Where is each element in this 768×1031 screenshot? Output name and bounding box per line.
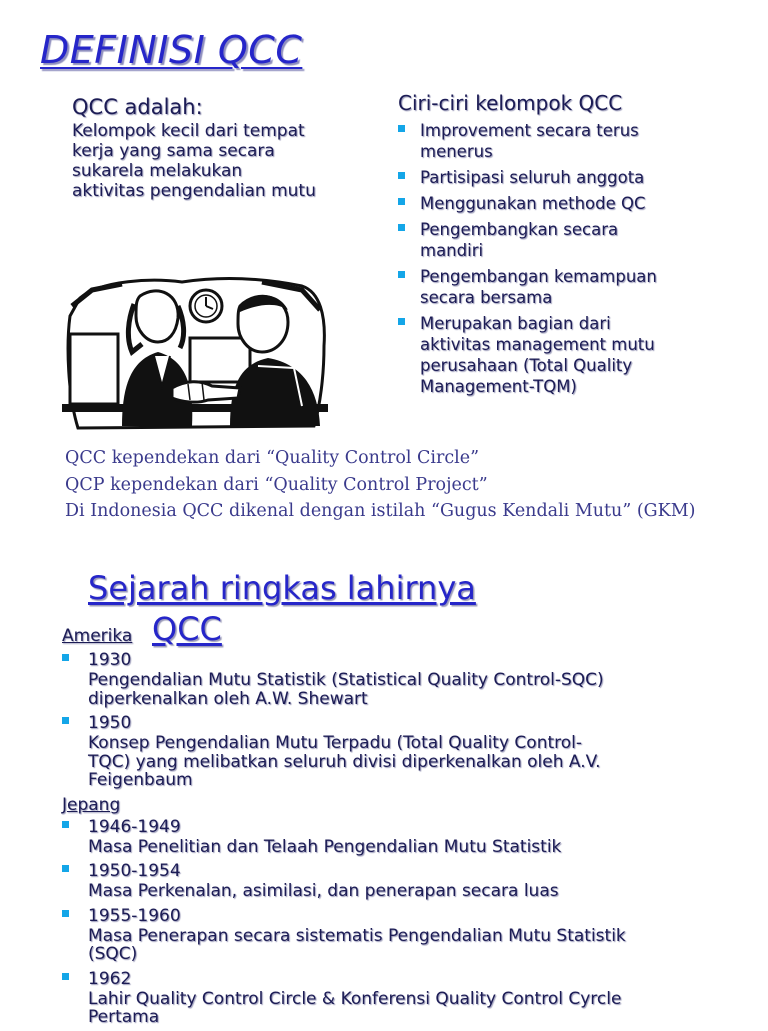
definition-line: aktivitas pengendalian mutu bbox=[72, 181, 316, 201]
definition-line: kerja yang sama secara bbox=[72, 141, 275, 161]
bullet-square-icon bbox=[398, 172, 405, 179]
bullet-square-icon bbox=[398, 198, 405, 205]
bullet-square-icon bbox=[62, 865, 69, 872]
timeline-description: Lahir Quality Control Circle & Konferensi Quality Control Cyrcle Pertama bbox=[88, 988, 622, 1027]
timeline-year: 1955-1960 bbox=[62, 905, 752, 927]
bullet-square-icon bbox=[398, 271, 405, 278]
bullet-square-icon bbox=[62, 910, 69, 917]
list-item: Pengembangan kemampuan secara bersama bbox=[398, 266, 718, 308]
business-handshake-clipart-icon bbox=[62, 276, 328, 434]
abbreviation-line: QCP kependekan dari “Quality Control Project” bbox=[65, 474, 488, 495]
region-label-amerika: Amerika bbox=[62, 626, 133, 646]
list-item: Merupakan bagian dari aktivitas management mutu perusahaan (Total Quality Management-TQM) bbox=[398, 313, 718, 397]
definition-body bbox=[72, 121, 392, 201]
timeline-description: Masa Perkenalan, asimilasi, dan penerapan secara luas bbox=[88, 881, 559, 901]
timeline-year: 1930 bbox=[62, 649, 752, 671]
bullet-square-icon bbox=[398, 224, 405, 231]
abbreviation-line: Di Indonesia QCC dikenal dengan istilah “Gugus Kendali Mutu” (GKM) bbox=[65, 501, 696, 521]
timeline-year: 1950 bbox=[62, 712, 752, 734]
history-title: Sejarah ringkas lahirnya QCC bbox=[88, 569, 476, 648]
bullet-square-icon bbox=[62, 973, 69, 980]
timeline-description: Masa Penelitian dan Telaah Pengendalian Mutu Statistik bbox=[88, 836, 562, 857]
list-item: Improvement secara terus menerus bbox=[398, 120, 718, 162]
timeline-description: Masa Penerapan secara sistematis Pengendalian Mutu Statistik (SQC) bbox=[88, 925, 626, 964]
definition-block bbox=[72, 94, 392, 201]
definition-line: sukarela melakukan bbox=[72, 161, 243, 181]
characteristics-block bbox=[398, 90, 718, 402]
timeline-description: Konsep Pengendalian Mutu Terpadu (Total Quality Control- TQC) yang melibatkan seluruh divisi diperkenalkan oleh A.V. Feigenbaum bbox=[88, 733, 601, 790]
region-label-jepang: Jepang bbox=[62, 794, 121, 815]
bullet-square-icon bbox=[398, 125, 405, 132]
timeline-year: 1962 bbox=[62, 968, 752, 990]
bullet-square-icon bbox=[62, 717, 69, 724]
bullet-square-icon bbox=[398, 318, 405, 325]
bullet-square-icon bbox=[62, 821, 69, 828]
timeline-description: Pengendalian Mutu Statistik (Statistical Quality Control-SQC) diperkenalkan oleh A.W. Shewart bbox=[88, 670, 604, 709]
definition-line: Kelompok kecil dari tempat bbox=[72, 121, 305, 141]
abbreviation-notes bbox=[65, 445, 695, 525]
list-item: Pengembangkan secara mandiri bbox=[398, 219, 718, 261]
characteristics-heading: Ciri-ciri kelompok QCC bbox=[398, 91, 623, 115]
list-item: Partisipasi seluruh anggota bbox=[398, 167, 718, 188]
list-item: Menggunakan methode QC bbox=[398, 193, 718, 214]
bullet-square-icon bbox=[62, 654, 69, 661]
history-timeline bbox=[62, 649, 752, 1031]
abbreviation-line: QCC kependekan dari “Quality Control Circle” bbox=[65, 448, 480, 468]
page-title: DEFINISI QCC bbox=[40, 28, 303, 72]
characteristics-list bbox=[398, 120, 718, 397]
definition-heading: QCC adalah: bbox=[72, 95, 203, 119]
timeline-year: 1946-1949 bbox=[62, 816, 752, 838]
timeline-year: 1950-1954 bbox=[62, 860, 752, 882]
